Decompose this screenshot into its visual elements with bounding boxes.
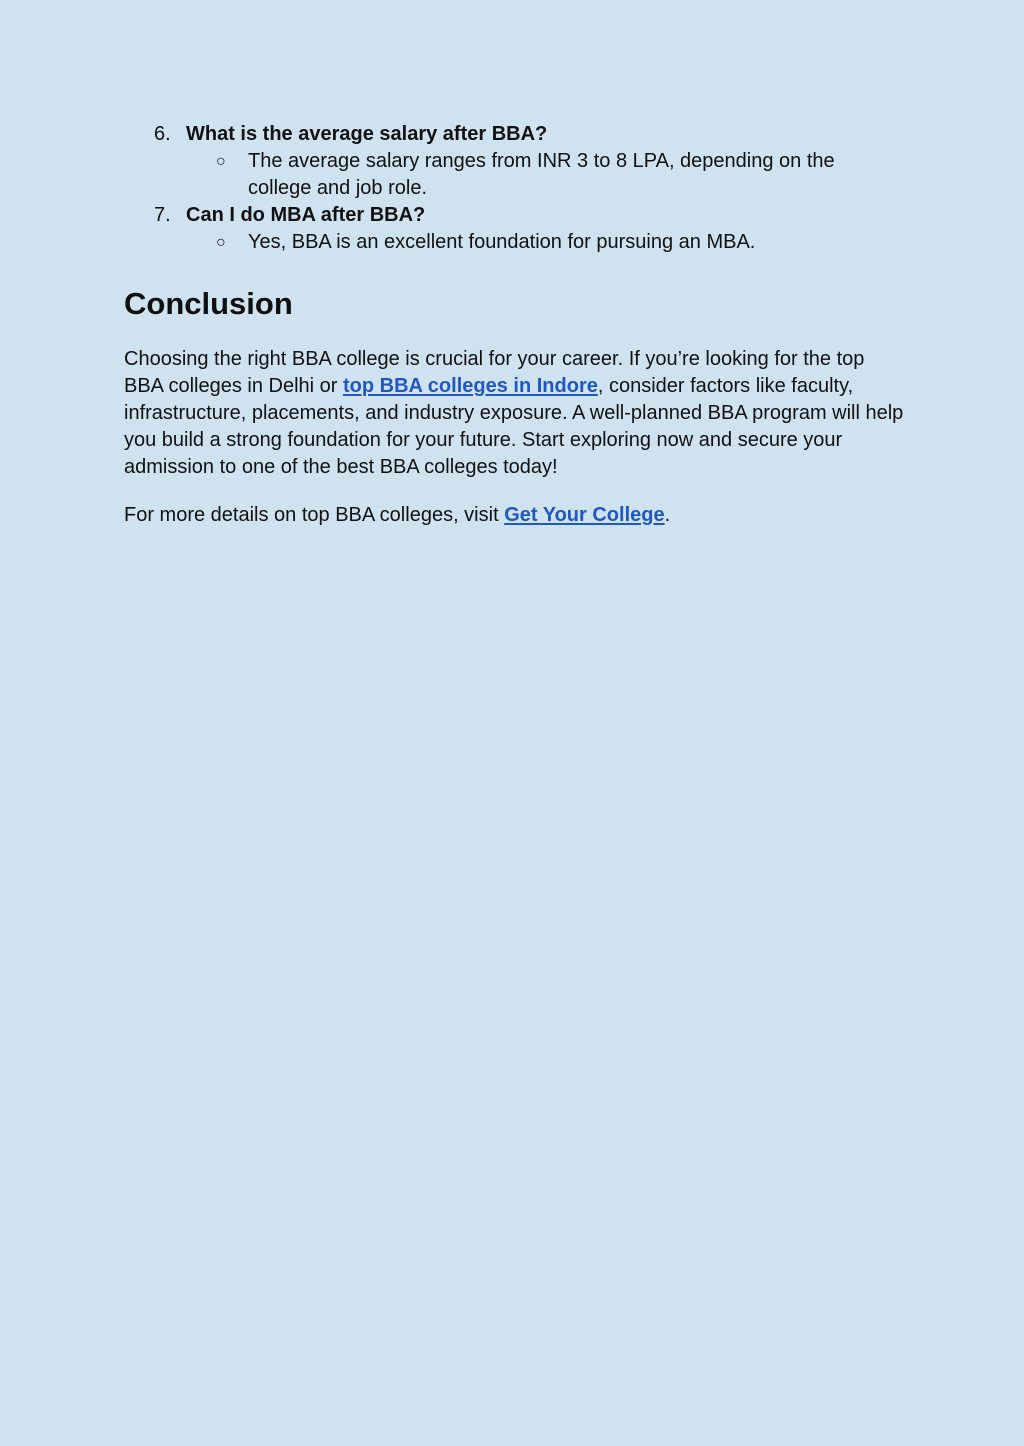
get-your-college-link[interactable]: Get Your College [504, 504, 665, 526]
faq-answer [124, 229, 868, 256]
more-details-paragraph [124, 502, 904, 529]
faq-number: 7. [154, 204, 171, 226]
faq-question [124, 202, 904, 229]
faq-number: 6. [154, 123, 171, 145]
faq-answer-text: Yes, BBA is an excellent foundation for pursuing an MBA. [248, 231, 756, 253]
paragraph-text: For more details on top BBA colleges, visit [124, 504, 505, 526]
faq-answer-text: The average salary ranges from INR 3 to 8 LPA, depending on the college and job role. [248, 150, 835, 199]
paragraph-text: , consider factors like faculty, infrastructure, placements, and industry exposure. A well-planned BBA program will help you build a strong foundation for your future. Start exploring now and secure your admission to one of the best BBA colleges today! [124, 375, 904, 478]
indore-colleges-link[interactable]: top BBA colleges in Indore [343, 375, 598, 397]
faq-question-text: Can I do MBA after BBA? [186, 204, 426, 226]
faq-question [124, 121, 904, 148]
hollow-bullet-icon: ○ [216, 153, 226, 170]
document-content [124, 121, 904, 529]
paragraph-text: Choosing the right BBA college is crucial for your career. If you’re looking for the top BBA colleges in Delhi or [124, 348, 865, 397]
conclusion-paragraph [124, 346, 904, 481]
hollow-bullet-icon: ○ [216, 234, 226, 251]
faq-item-6 [124, 121, 904, 202]
faq-answer [124, 148, 868, 202]
faq-question-text: What is the average salary after BBA? [186, 123, 548, 145]
faq-item-7 [124, 202, 904, 256]
conclusion-heading: Conclusion [124, 286, 293, 321]
paragraph-text: . [664, 504, 671, 526]
